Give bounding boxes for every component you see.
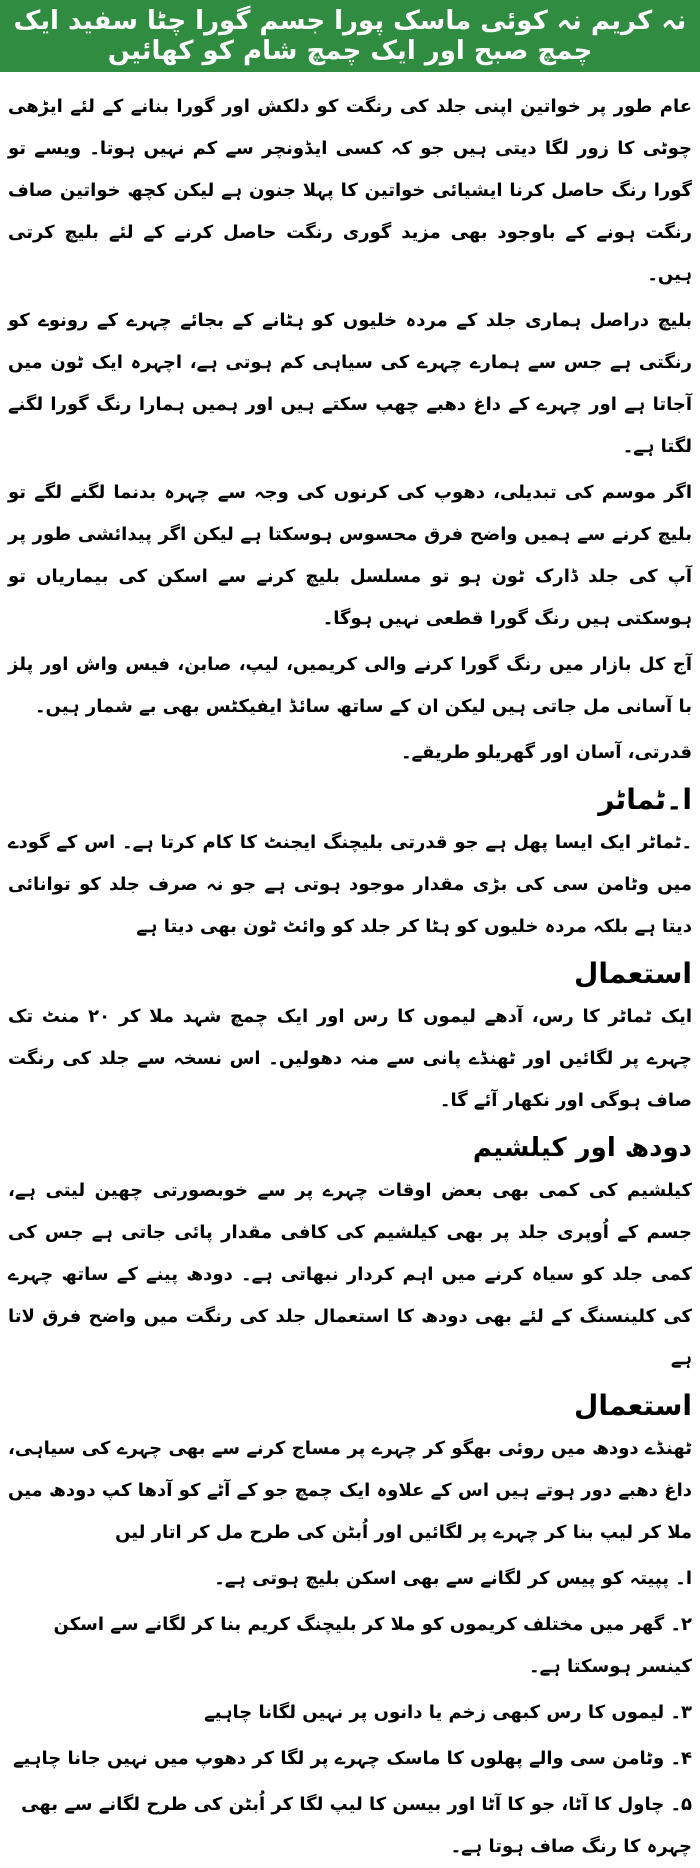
tomato-heading: ا۔ٹماٹر (598, 783, 692, 816)
tip-item: ۲۔ گھر میں مختلف کریموں کو ملا کر بلیچنگ کریم بنا کر لگانے سے اسکن کینسر ہوسکتا ہے۔ (53, 1614, 692, 1677)
intro-paragraph-1: عام طور پر خواتین اپنی جلد کی رنگت کو دلکش اور گورا بنانے کے لئے ایڑھی چوٹی کا زور لگا دیتی ہیں جو کہ کسی ایڈونچر سے کم نہیں ہوتا۔ ویسے تو گورا رنگ حاصل کرنا ایشیائی خواتین کا پہلا جنون ہے لیکن کچھ خواتین صاف رنگت ہونے کے باوجود بھی مزید گوری رنگت حاصل کرنے کے لئے بلیچ کرتی ہیں۔ (8, 96, 692, 285)
milk-calcium-paragraph: کیلشیم کی کمی بھی بعض اوقات چہرے پر سے خوبصورتی چھین لیتی ہے، جسم کے اُوپری جلد پر بھی کیلشیم کی کافی مقدار پائی جاتی ہے جس کی کمی جلد کو سیاہ کرنے میں اہم کردار نبھاتی ہے۔ دودھ پینے کے ساتھ چہرے کی کلینسنگ کے لئے بھی دودھ کا استعمال جلد کی رنگت میں واضح فرق لاتا ہے (8, 1180, 692, 1369)
tip-item: ۳۔ لیموں کا رس کبھی زخم یا دانوں پر نہیں لگانا چاہیے (204, 1702, 692, 1723)
tip-item: ۵۔ چاول کا آٹا، جو کا آٹا اور بیسن کا لیپ لگا کر اُبٹن کی طرح لگانے سے بھی چہرہ کا رنگ صاف ہوتا ہے۔ (21, 1794, 692, 1857)
intro-paragraph-3: اگر موسم کی تبدیلی، دھوپ کی کرنوں کی وجہ سے چہرہ بدنما لگنے لگے تو بلیچ کرنے سے ہمیں واضح فرق محسوس ہوسکتا ہے لیکن اگر پیدائشی طور پر آپ کی جلد ڈارک ٹون ہو تو مسلسل بلیچ کرنے سے اسکن کی بیماریاں تو ہوسکتی ہیں رنگ گورا قطعی نہیں ہوگا۔ (8, 482, 692, 629)
tip-item: ا۔ پپیتہ کو پیس کر لگانے سے بھی اسکن بلیچ ہوتی ہے۔ (214, 1568, 692, 1589)
milk-usage-heading: استعمال (574, 1389, 692, 1422)
intro-paragraph-4: آج کل بازار میں رنگ گورا کرنے والی کریمیں، لیپ، صابن، فیس واش اور پلز با آسانی مل جاتی ہیں لیکن ان کے ساتھ سائڈ ایفیکٹس بھی بے شمار ہیں۔ (8, 654, 692, 717)
tip-item: ۴۔ وٹامن سی والے پھلوں کا ماسک چہرے پر لگا کر دھوپ میں نہیں جانا چاہیے (13, 1748, 692, 1769)
tomato-usage-paragraph: ایک ٹماٹر کا رس، آدھے لیموں کا رس اور ایک چمچ شہد ملا کر ۲۰ منٹ تک چہرے پر لگائیں اور ٹھنڈے پانی سے منہ دھولیں۔ اس نسخہ سے جلد کی رنگت صاف ہوگی اور نکھار آئے گا۔ (8, 1006, 692, 1111)
tomato-paragraph: ۔ٹماٹر ایک ایسا پھل ہے جو قدرتی بلیچنگ ایجنٹ کا کام کرتا ہے۔ اس کے گودے میں وٹامن سی کی بڑی مقدار موجود ہوتی ہے جو نہ صرف جلد کو توانائی دیتا ہے بلکہ مردہ خلیوں کو ہٹا کر جلد کو وائٹ ٹون بھی دیتا ہے (8, 832, 692, 937)
milk-calcium-heading: دودھ اور کیلشیم (472, 1133, 692, 1163)
tomato-usage-heading: استعمال (574, 957, 692, 990)
intro-paragraph-5: قدرتی، آسان اور گھریلو طریقے۔ (400, 742, 692, 763)
milk-usage-paragraph: ٹھنڈے دودھ میں روئی بھگو کر چہرے پر مساج کرنے سے بھی چہرے کی سیاہی، داغ دھبے دور ہوتے ہیں اس کے علاوہ ایک چمچ جو کے آٹے کو آدھا کپ دودھ میں ملا کر لیپ بنا کر چہرے پر لگائیں اور اُبٹن کی طرح مل کر اتار لیں (8, 1438, 692, 1543)
article-title-banner (0, 0, 700, 72)
intro-paragraph-2: بلیچ دراصل ہماری جلد کے مردہ خلیوں کو ہٹانے کے بجائے چہرے کے رونوے کو رنگتی ہے جس سے ہمارے چہرے کی سیاہی کم ہوتی ہے، اچہرہ ایک ٹون میں آجاتا ہے اور چہرے کے داغ دھبے چھپ سکتے ہیں اور ہمیں ہمارا رنگ گورا لگنے لگتا ہے۔ (8, 310, 692, 457)
article-title: نہ کریم نہ کوئی ماسک پورا جسم گورا چٹا سفید ایک چمچ صبح اور ایک چمچ شام کو کھائیں (13, 6, 687, 66)
